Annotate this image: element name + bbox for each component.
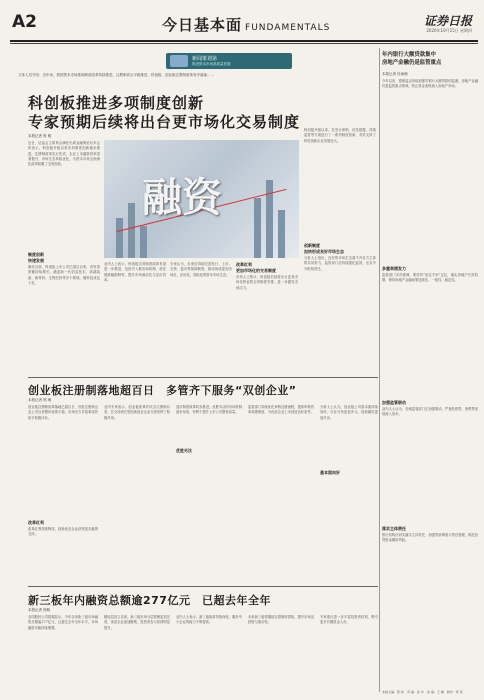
page-footer: 本版主编：陈 炜 责 编：孙 华 美 编：王 琳 制作：郑 荣 (382, 690, 463, 694)
main-subhead-4: 更加市场化的交易制度 (236, 268, 276, 273)
section-divider-2 (28, 586, 378, 587)
main-subhead-2: 快速发展 (28, 258, 44, 263)
image-bar (278, 210, 285, 258)
feature-badge (166, 53, 292, 69)
badge-label: 新闻策划第 (192, 56, 218, 62)
main-body-col-2: 业内人士表示，科创板交易制度改革有望进一步推进，包括引入做市商机制、优化涨跌幅限制等，提升市场流动性与定价效率。 (104, 262, 166, 282)
masthead-rule (10, 40, 478, 42)
section3-body-col-2: 精选层设立以来，新三板市场分层管理更加完善，优质企业加速聚集，投资者参与热情明显提升。 (104, 615, 170, 630)
image-word: 融资 (142, 175, 222, 221)
image-bar (140, 226, 147, 258)
main-body-col-6: 分析人士指出，良好的市场生态离不开各方主体的共同努力，监管部门应持续强化监管，压实中介机构责任。 (304, 256, 376, 271)
right-body-1: 今年以来，银保监会持续加强对银行大额贷款的监测，房地产金融仍是监管重点领域，防止资金违规流入房地产市场。 (382, 79, 478, 89)
main-subheadline: 专家预期后续将出台更市场化交易制度 (28, 113, 301, 131)
section2-subhead-2: 优胜劣汰 (176, 448, 192, 453)
section2-body-col-3: 退市制度改革同步推进，优胜劣汰的市场机制逐步形成，有利于提升上市公司整体质量。 (176, 405, 242, 415)
section3-body-col-5: 专家建议进一步丰富投资者结构，吸引更多长期资金入市。 (320, 615, 378, 625)
guest-note: 文体人员介绍：近年来，我国资本市场基础制度改革持续推进，注册制试点平稳推进，科创板、创业板注册制改革有序落地…… (18, 73, 214, 77)
section-title (162, 14, 330, 35)
section-title-cn: 今日基本面 (162, 16, 243, 34)
right-title-1: 年内银行大额贷款集中 (382, 52, 436, 58)
main-subhead-1: 制度创新 (28, 252, 44, 257)
right-subhead-2: 加强监管联动 (382, 400, 406, 405)
badge-emblem-icon (170, 55, 188, 67)
main-byline: 本报记者 张 敏 (28, 134, 52, 138)
badge-sub: 推进资本市场高质量发展 (192, 62, 231, 66)
section2-body-col-5: 分析人士认为，创业板公司基本面持续向好，行业分布更加多元，创新属性更加突出。 (320, 405, 378, 420)
section2-headline: 创业板注册制落地超百日 多管齐下服务“双创企业” (28, 384, 297, 397)
right-body-2: 监管部门多次强调，要坚持“房住不炒”定位，落实房地产长效机制，保持房地产金融政策连续性、一致性、稳定性。 (382, 273, 478, 283)
section2-body-col-1: 创业板注册制改革落地已超百日，首批注册制企业上市以来整体表现平稳，市场各方对改革成效给予积极评价。 (28, 405, 98, 420)
right-body-3: 业内人士认为，各地监管部门正加强联动，严查经营贷、消费贷违规流入房市。 (382, 407, 478, 417)
image-bar (128, 203, 135, 258)
section2-subhead-3: 基本面向好 (320, 470, 340, 475)
main-subhead-5: 创新制度 (304, 243, 320, 248)
image-bar (116, 218, 123, 258)
column-separator (379, 48, 380, 692)
section3-body-col-1: 全国股转公司数据显示，今年以来新三板市场融资总额逾277亿元，已超过去年全年水平，市场融资功能持续增强。 (28, 615, 98, 630)
right-column (382, 48, 478, 696)
section2-subhead: 改革红利 (28, 520, 44, 525)
main-body-col-3: 专家认为，未来应持续完善发行、上市、交易、退市等基础制度，推动形成更加市场化、法治化、国际化的资本市场生态。 (170, 262, 232, 277)
main-headline: 科创板推进多项制度创新 (28, 94, 205, 112)
main-body-col-1: 近日，证监会主席易会满在出席金融街论坛年会时表示，科创板开板以来各项制度创新稳步推进，注册制改革先行先试，企业上市融资效率显著提升，市场生态持续优化，为资本市场全面深化改革积累了宝贵经验。 (28, 141, 100, 167)
right-subhead-3: 落实主体责任 (382, 526, 406, 531)
right-byline: 本报记者 杜雨萌 (382, 72, 408, 76)
section2-body-col-2: 业内专家表示，创业板改革并试点注册制以来，在支持成长型创新创业企业方面发挥了积极作用。 (104, 405, 170, 420)
paper-meta: 2020年10月15日 星期四 (426, 28, 472, 33)
main-subhead-6: 加快形成良好市场生态 (304, 249, 344, 254)
section2-byline: 本报记者 邢 萌 (28, 398, 52, 402)
section3-body-col-3: 业内人士表示，新三板改革持续深化，服务中小企业的能力不断提高。 (176, 615, 242, 625)
main-body-col-1b: 截至目前，科创板上市公司已超过百家，首发募资额持续增长，涵盖新一代信息技术、高端装备、新材料、生物医药等多个领域，硬科技成色十足。 (28, 265, 100, 285)
paper-name: 证券日报 (423, 14, 472, 28)
section2-body-col-1b: 改革红利持续释放，创新创业企业获得更多融资支持。 (28, 527, 98, 537)
main-body-col-4: 市场人士预计，科创板后续将出台更具市场化特征的交易制度安排，进一步激发市场活力。 (236, 275, 298, 290)
masthead (10, 8, 480, 42)
right-subhead-1: 多重举措发力 (382, 266, 406, 271)
section3-headline: 新三板年内融资总额逾277亿元 已超去年全年 (28, 594, 271, 607)
section3-byline: 本报记者 邢萌 (28, 608, 51, 612)
section3-body-col-4: 未来新三板将继续完善制度供给，提升市场活跃度与流动性。 (248, 615, 314, 625)
masthead-rule-thin (10, 43, 478, 44)
right-body-4: 银行机构应切实落实主体责任，加强贷前调查与贷后管理，防范信贷资金挪用风险。 (382, 533, 478, 543)
section-title-en: FUNDAMENTALS (245, 23, 331, 33)
main-body-col-5: 科创板开板以来，在发行承销、信息披露、持续监管等方面进行了一系列制度创新，有效支持了科技创新企业发展壮大。 (304, 128, 376, 143)
section-divider (28, 377, 378, 378)
main-subhead-3: 改革红利 (236, 262, 252, 267)
right-title-2: 房地产金融仍是监管重点 (382, 60, 442, 66)
page-number: A2 (12, 12, 37, 32)
section2-body-col-4: 监管部门持续优化审核注册流程，提高审核效率和透明度，为优质企业上市创造良好条件。 (248, 405, 314, 415)
feature-image (104, 140, 299, 258)
image-bar (254, 198, 261, 258)
